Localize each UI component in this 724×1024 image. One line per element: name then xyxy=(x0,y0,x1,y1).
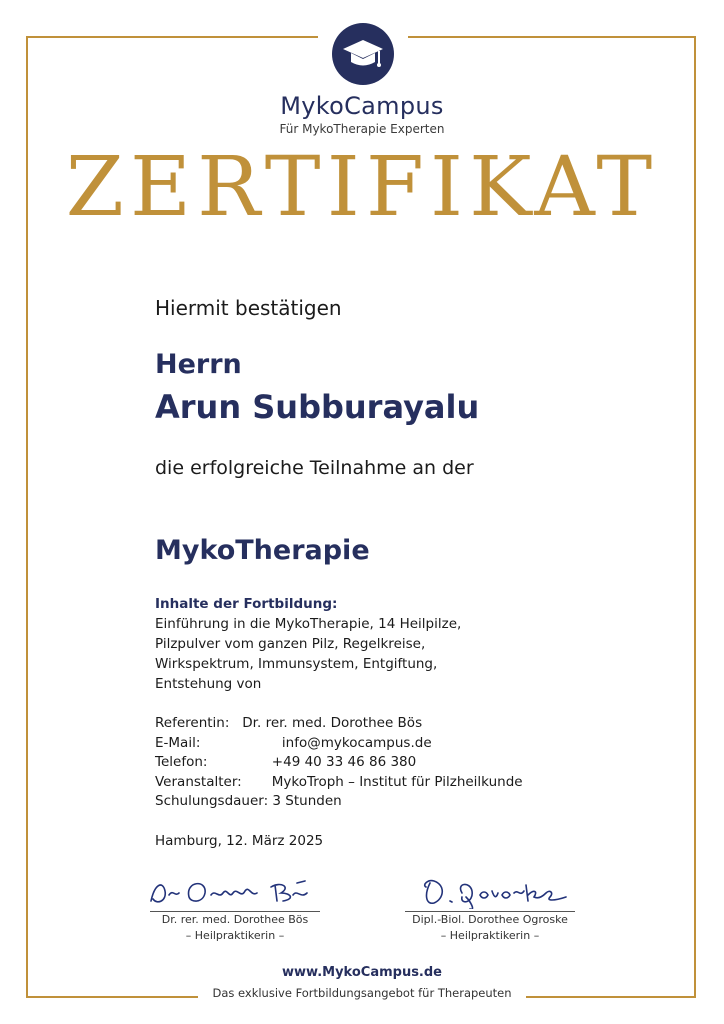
detail-telefon: Telefon: +49 40 33 46 86 380 xyxy=(155,754,417,770)
contents-heading: Inhalte der Fortbildung: xyxy=(155,596,338,612)
signatory-name-left: Dr. rer. med. Dorothee Bös xyxy=(161,913,309,926)
participation-text: die erfolgreiche Teilnahme an der xyxy=(155,457,474,479)
signatory-role-right: – Heilpraktikerin – xyxy=(440,929,540,942)
certificate-title: ZERTIFIKAT xyxy=(65,140,659,235)
details-block xyxy=(155,714,523,812)
brand-tagline: Für MykoTherapie Experten xyxy=(279,122,445,136)
signatory-role-left: – Heilpraktikerin – xyxy=(185,929,285,942)
footer-url[interactable]: www.MykoCampus.de xyxy=(282,965,442,980)
footer-tagline: Das exklusive Fortbildungsangebot für Therapeuten xyxy=(212,986,512,1000)
salutation: Herrn xyxy=(155,349,242,380)
logo xyxy=(327,18,399,90)
graduation-cap-icon xyxy=(341,36,385,72)
detail-veranstalter: Veranstalter: MykoTroph – Institut für Pilzheilkunde xyxy=(155,773,523,790)
signature-right xyxy=(395,875,585,944)
brand-name: MykoCampus xyxy=(280,92,444,120)
signature-image-right xyxy=(400,875,580,909)
detail-schulungsdauer: Schulungsdauer: 3 Stunden xyxy=(155,793,342,809)
intro-text: Hiermit bestätigen xyxy=(155,296,342,320)
course-name: MykoTherapie xyxy=(155,535,370,566)
signature-image-left xyxy=(145,875,325,909)
place-date: Hamburg, 12. März 2025 xyxy=(155,833,324,849)
recipient-name: Arun Subburayalu xyxy=(155,388,480,426)
detail-referentin: Referentin: Dr. rer. med. Dorothee Bös xyxy=(155,715,423,731)
signatory-name-right: Dipl.-Biol. Dorothee Ogroske xyxy=(412,913,568,926)
signature-left xyxy=(140,875,330,944)
contents-text: Einführung in die MykoTherapie, 14 Heilpilze, Pilzpulver vom ganzen Pilz, Regelkreise, Wirkspektrum, Immunsystem, Entgiftung, Entstehung von xyxy=(155,616,462,692)
detail-email: E-Mail: info@mykocampus.de xyxy=(155,734,432,751)
